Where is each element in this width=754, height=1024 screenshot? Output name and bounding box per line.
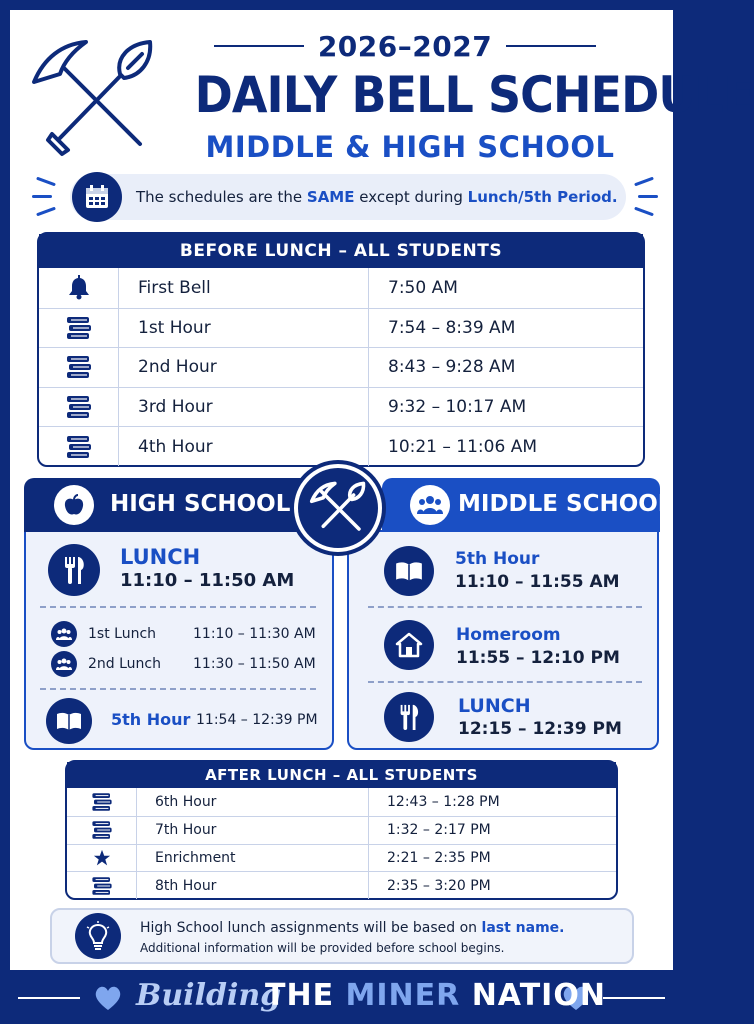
info-line-2: Additional information will be provided before school begins. bbox=[140, 941, 505, 955]
after-lunch-row bbox=[67, 844, 616, 872]
group-icon bbox=[51, 621, 77, 647]
after-lunch-time: 2:35 – 3:20 PM bbox=[387, 877, 491, 894]
after-lunch-time: 2:21 – 2:35 PM bbox=[387, 849, 491, 866]
hs-fifth-time: 11:54 – 12:39 PM bbox=[196, 712, 318, 728]
after-lunch-table bbox=[65, 760, 618, 900]
center-badge-inner bbox=[298, 468, 378, 548]
page-subtitle: MIDDLE & HIGH SCHOOL bbox=[205, 130, 615, 164]
after-lunch-time: 1:32 – 2:17 PM bbox=[387, 822, 491, 839]
info-last-name: last name. bbox=[481, 920, 565, 936]
divider bbox=[40, 688, 316, 690]
books-icon bbox=[67, 872, 137, 899]
divider bbox=[368, 681, 642, 683]
hs-lunch-label: LUNCH bbox=[120, 545, 201, 569]
note-highlight-lunch: Lunch/5th Period. bbox=[467, 188, 618, 206]
before-lunch-row bbox=[39, 387, 643, 427]
after-lunch-label: 8th Hour bbox=[137, 872, 369, 899]
books-icon bbox=[39, 388, 119, 427]
divider-line-right bbox=[506, 45, 596, 47]
before-lunch-row bbox=[39, 347, 643, 387]
before-lunch-time: 8:43 – 9:28 AM bbox=[388, 357, 516, 378]
note-text bbox=[136, 188, 618, 206]
after-lunch-row bbox=[67, 788, 616, 816]
home-icon bbox=[384, 620, 434, 670]
footer-line-left bbox=[18, 997, 80, 999]
page-title: DAILY BELL SCHEDULE bbox=[194, 66, 754, 124]
fork-knife-icon bbox=[48, 544, 100, 596]
bell-icon bbox=[39, 268, 119, 308]
before-lunch-table bbox=[37, 232, 645, 467]
pickaxe-shovel-logo-icon bbox=[28, 38, 158, 156]
high-school-heading: HIGH SCHOOL bbox=[110, 491, 291, 517]
before-lunch-time: 7:54 – 8:39 AM bbox=[388, 317, 516, 338]
spark-mark bbox=[638, 195, 658, 198]
before-lunch-time: 9:32 – 10:17 AM bbox=[388, 397, 527, 418]
after-lunch-label: Enrichment bbox=[137, 845, 369, 872]
after-lunch-label: 6th Hour bbox=[137, 788, 369, 816]
before-lunch-label: 4th Hour bbox=[119, 427, 369, 466]
footer-word-miner: MINER bbox=[345, 978, 461, 1013]
heart-icon bbox=[94, 985, 122, 1011]
footer-line-right bbox=[603, 997, 665, 999]
ms-lunch-time: 12:15 – 12:39 PM bbox=[458, 719, 622, 739]
info-line-1 bbox=[140, 920, 564, 936]
calendar-icon bbox=[72, 172, 122, 222]
hs-lunch-time: 11:10 – 11:50 AM bbox=[120, 570, 295, 591]
footer-word-the: THE bbox=[265, 978, 335, 1013]
after-lunch-label: 7th Hour bbox=[137, 817, 369, 844]
homeroom-time: 11:55 – 12:10 PM bbox=[456, 648, 620, 668]
first-lunch-label: 1st Lunch bbox=[88, 626, 157, 642]
divider bbox=[368, 606, 642, 608]
lunch-info-box bbox=[50, 908, 634, 964]
center-badge bbox=[290, 460, 386, 556]
books-icon bbox=[67, 788, 137, 816]
books-icon bbox=[67, 817, 137, 844]
books-icon bbox=[39, 309, 119, 348]
star-icon bbox=[67, 845, 137, 872]
open-book-icon bbox=[384, 546, 434, 596]
divider-line-left bbox=[214, 45, 304, 47]
hs-fifth-label: 5th Hour bbox=[111, 710, 191, 729]
before-lunch-row bbox=[39, 308, 643, 348]
before-lunch-label: First Bell bbox=[119, 268, 369, 308]
ms-fifth-time: 11:10 – 11:55 AM bbox=[455, 572, 620, 592]
before-lunch-time: 7:50 AM bbox=[388, 277, 458, 298]
people-icon bbox=[410, 485, 450, 525]
books-icon bbox=[39, 427, 119, 466]
before-lunch-row bbox=[39, 268, 643, 308]
apple-icon bbox=[54, 485, 94, 525]
open-book-icon bbox=[46, 698, 92, 744]
note-highlight-same: SAME bbox=[306, 188, 355, 206]
note-text-middle: except during bbox=[354, 188, 468, 206]
books-icon bbox=[39, 348, 119, 387]
homeroom-label: Homeroom bbox=[456, 625, 561, 645]
before-lunch-label: 3rd Hour bbox=[119, 388, 369, 427]
after-lunch-row bbox=[67, 871, 616, 899]
spark-mark bbox=[32, 195, 52, 198]
before-lunch-label: 1st Hour bbox=[119, 309, 369, 348]
school-year: 2026–2027 bbox=[317, 29, 493, 63]
footer-script-word: Building bbox=[136, 978, 282, 1013]
divider bbox=[40, 606, 316, 608]
after-lunch-heading: AFTER LUNCH – ALL STUDENTS bbox=[67, 762, 616, 788]
before-lunch-time: 10:21 – 11:06 AM bbox=[388, 436, 537, 457]
ms-lunch-label: LUNCH bbox=[458, 695, 531, 717]
second-lunch-label: 2nd Lunch bbox=[88, 656, 161, 672]
fork-knife-icon bbox=[384, 692, 434, 742]
pickaxe-shovel-icon bbox=[309, 481, 367, 535]
before-lunch-heading: BEFORE LUNCH – ALL STUDENTS bbox=[39, 234, 643, 268]
note-text-prefix: The schedules are the bbox=[136, 188, 307, 206]
info-line-1-text: High School lunch assignments will be based on bbox=[140, 920, 482, 936]
lightbulb-icon bbox=[75, 913, 121, 959]
footer-word-nation: NATION bbox=[471, 978, 606, 1013]
after-lunch-row bbox=[67, 816, 616, 844]
footer-slogan bbox=[265, 978, 606, 1013]
group-icon bbox=[51, 651, 77, 677]
second-lunch-time: 11:30 – 11:50 AM bbox=[193, 656, 316, 672]
ms-fifth-label: 5th Hour bbox=[455, 549, 540, 569]
before-lunch-label: 2nd Hour bbox=[119, 348, 369, 387]
year-heading bbox=[195, 26, 615, 66]
first-lunch-time: 11:10 – 11:30 AM bbox=[193, 626, 316, 642]
middle-school-heading: MIDDLE SCHOOL bbox=[458, 491, 673, 517]
after-lunch-time: 12:43 – 1:28 PM bbox=[387, 793, 500, 810]
